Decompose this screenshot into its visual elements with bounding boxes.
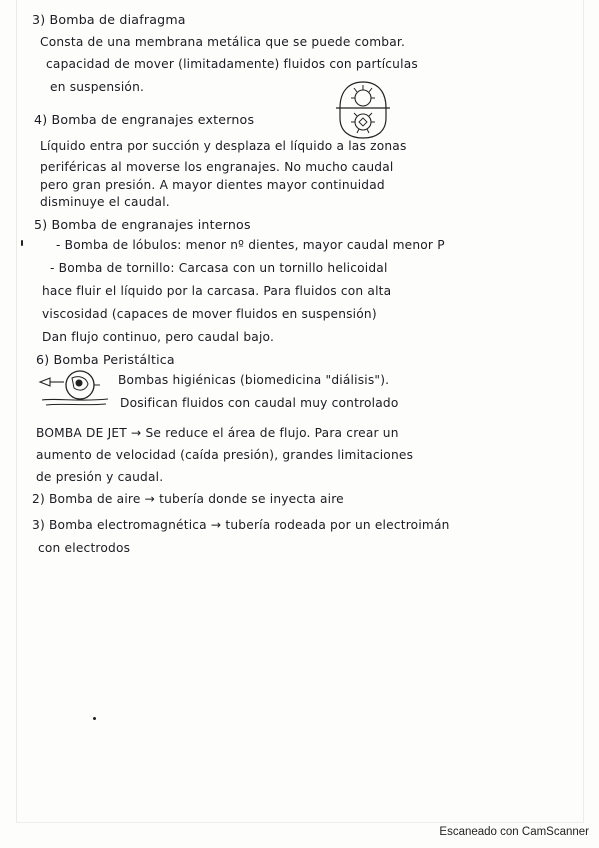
pump-4-line-3: pero gran presión. A mayor dientes mayor continuidad: [40, 178, 385, 192]
pump-6-line-1: Bombas higiénicas (biomedicina "diálisis").: [118, 373, 390, 387]
jet-pump-line-1: BOMBA DE JET → Se reduce el área de flujo. Para crear un: [36, 426, 399, 440]
ink-dot: [21, 240, 23, 246]
pump-5-line-2: - Bomba de tornillo: Carcasa con un tornillo helicoidal: [50, 261, 388, 275]
pump-5-line-5: Dan flujo continuo, pero caudal bajo.: [42, 330, 275, 344]
pump-3-title: 3) Bomba de diafragma: [32, 12, 186, 27]
pump-5-line-1: - Bomba de lóbulos: menor nº dientes, mayor caudal menor P: [56, 238, 445, 252]
pump-5-line-4: viscosidad (capaces de mover fluidos en suspensión): [42, 307, 377, 321]
gear-pump-sketch-icon: [334, 78, 392, 142]
pump-3-line-3: en suspensión.: [50, 80, 145, 94]
pump-4-line-4: disminuye el caudal.: [40, 195, 170, 209]
em-pump-line-1: 3) Bomba electromagnética → tubería rodeada por un electroimán: [32, 518, 450, 532]
pump-4-line-2: periféricas al moverse los engranajes. No mucho caudal: [40, 160, 394, 174]
ink-dot: [93, 717, 96, 720]
air-pump-line: 2) Bomba de aire → tubería donde se inyecta aire: [32, 492, 344, 506]
pump-4-title: 4) Bomba de engranajes externos: [34, 112, 255, 127]
pump-6-line-2: Dosifican fluidos con caudal muy controlado: [120, 396, 399, 410]
pump-6-title: 6) Bomba Peristáltica: [36, 352, 175, 367]
pump-3-line-2: capacidad de mover (limitadamente) fluidos con partículas: [46, 57, 418, 71]
peristaltic-pump-sketch-icon: [38, 368, 112, 412]
pump-3-line-1: Consta de una membrana metálica que se puede combar.: [40, 35, 406, 49]
em-pump-line-2: con electrodos: [38, 541, 131, 555]
pump-5-line-3: hace fluir el líquido por la carcasa. Para fluidos con alta: [42, 284, 392, 298]
pump-4-line-1: Líquido entra por succión y desplaza el líquido a las zonas: [40, 139, 407, 153]
pump-5-title: 5) Bomba de engranajes internos: [34, 217, 251, 232]
jet-pump-line-2: aumento de velocidad (caída presión), grandes limitaciones: [36, 448, 414, 462]
jet-pump-line-3: de presión y caudal.: [36, 470, 164, 484]
scanner-watermark: Escaneado con CamScanner: [439, 826, 589, 838]
